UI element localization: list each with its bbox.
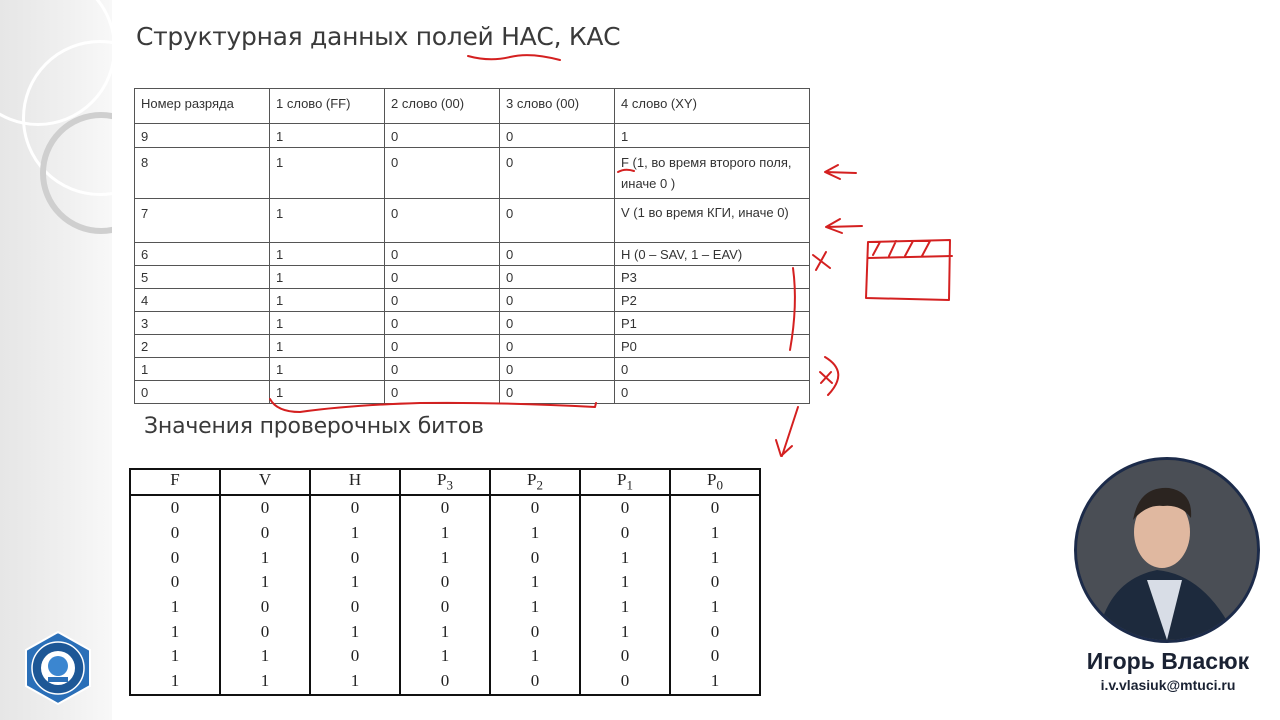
table-cell: 1	[580, 545, 670, 570]
table-cell: 0	[500, 148, 615, 199]
table-header-row	[130, 469, 760, 495]
table-cell: 1	[270, 381, 385, 404]
table-row	[135, 199, 810, 243]
table-cell: 0	[400, 595, 490, 620]
check-bits-table-body	[130, 495, 760, 695]
table-cell: 0	[500, 243, 615, 266]
table-row	[130, 619, 760, 644]
table-row	[135, 124, 810, 148]
table-row	[135, 335, 810, 358]
table-row	[135, 266, 810, 289]
table-cell: 0	[490, 669, 580, 695]
table-cell: 0	[670, 495, 760, 521]
table-cell: 0	[670, 644, 760, 669]
table-cell: 0	[220, 521, 310, 546]
table-cell: 1	[310, 619, 400, 644]
table-cell: 0	[670, 619, 760, 644]
table-cell: 0	[580, 669, 670, 695]
table-cell: 1	[270, 289, 385, 312]
table-row	[130, 495, 760, 521]
column-header: $P_2$	[490, 469, 580, 495]
table-row	[135, 243, 810, 266]
table-cell: F (1, во время второго поля, иначе 0 )	[615, 148, 810, 199]
column-header: $P_3$	[400, 469, 490, 495]
table-row	[130, 545, 760, 570]
table-cell: 0	[385, 148, 500, 199]
table-cell: 1	[310, 521, 400, 546]
table-cell: 1	[135, 358, 270, 381]
table-cell: 0	[220, 619, 310, 644]
table-cell: 0	[385, 266, 500, 289]
table-row	[130, 644, 760, 669]
table-row	[135, 312, 810, 335]
table-cell: 0	[500, 381, 615, 404]
table-cell: 0	[220, 495, 310, 521]
table-cell: 1	[220, 669, 310, 695]
table-cell: 1	[220, 570, 310, 595]
table-cell: 0	[490, 495, 580, 521]
section-subtitle: Значения проверочных битов	[144, 414, 484, 439]
table-cell: 1	[170, 671, 180, 691]
table-cell: 0	[170, 523, 180, 543]
table-cell: 0	[310, 495, 400, 521]
table-cell: 0	[400, 570, 490, 595]
table-cell: 1	[400, 545, 490, 570]
table-cell: V (1 во время КГИ, иначе 0)	[615, 199, 810, 243]
table-cell: 0	[135, 381, 270, 404]
table-cell: P3	[615, 266, 810, 289]
table-cell: P0	[615, 335, 810, 358]
table-row	[130, 570, 760, 595]
check-bits-table	[129, 468, 761, 696]
table-cell: 0	[385, 358, 500, 381]
table-cell: 1	[615, 124, 810, 148]
table-cell: 1	[580, 619, 670, 644]
column-header: 2 слово (00)	[385, 89, 500, 124]
table-cell: 1	[270, 199, 385, 243]
table-cell: 1	[270, 124, 385, 148]
table-cell: 1	[490, 644, 580, 669]
table-cell: 6	[135, 243, 270, 266]
table-cell: 0	[500, 312, 615, 335]
table-cell: H (0 – SAV, 1 – EAV)	[615, 243, 810, 266]
table-cell: 1	[270, 148, 385, 199]
table-cell: 0	[500, 199, 615, 243]
table-cell: 0	[385, 124, 500, 148]
slide-title: Структурная данных полей НАС, КАС	[136, 22, 621, 51]
table-cell: 0	[490, 619, 580, 644]
table-cell: 0	[490, 545, 580, 570]
table-cell: 1	[670, 545, 760, 570]
table-cell: 1	[580, 570, 670, 595]
table-cell: 0	[615, 381, 810, 404]
table-cell: P1	[615, 312, 810, 335]
table-cell: 0	[385, 381, 500, 404]
table-row	[135, 148, 810, 199]
table-cell: 9	[135, 124, 270, 148]
presenter-name: Игорь Власюк	[1086, 648, 1250, 674]
column-header: $P_0$	[670, 469, 760, 495]
column-header: 4 слово (XY)	[615, 89, 810, 124]
table-cell: 0	[385, 243, 500, 266]
table-cell: 0	[385, 199, 500, 243]
table-cell: 1	[270, 335, 385, 358]
cross-mark	[813, 252, 830, 270]
table-cell: 2	[135, 335, 270, 358]
column-header: Номер разряда	[135, 89, 270, 124]
column-header: 3 слово (00)	[500, 89, 615, 124]
column-header: H	[310, 469, 400, 495]
table-cell: 0	[500, 289, 615, 312]
table-cell: 0	[580, 521, 670, 546]
table-cell: 0	[500, 358, 615, 381]
table-cell: 1	[670, 595, 760, 620]
table-cell: 1	[170, 646, 180, 666]
table-cell: 0	[310, 595, 400, 620]
table-cell: 1	[400, 644, 490, 669]
table-cell: 8	[135, 148, 270, 199]
box-sketch	[866, 240, 952, 300]
column-header: F	[130, 469, 220, 495]
table-cell: 0	[170, 547, 180, 567]
table-cell: 0	[310, 545, 400, 570]
arrow-mark	[825, 165, 856, 179]
bracket-mark	[825, 357, 838, 395]
table-cell: 0	[500, 124, 615, 148]
table-cell: 1	[490, 521, 580, 546]
table-cell: 1	[310, 570, 400, 595]
university-logo-icon	[20, 630, 96, 706]
table-cell: 0	[670, 570, 760, 595]
table-cell: 0	[310, 644, 400, 669]
table-row	[135, 358, 810, 381]
title-underline-mark	[468, 55, 560, 60]
table-cell: 1	[270, 266, 385, 289]
table-cell: 0	[220, 595, 310, 620]
table-cell: 4	[135, 289, 270, 312]
table-cell: 0	[400, 669, 490, 695]
table-cell: 1	[220, 644, 310, 669]
table-header-row	[135, 89, 810, 124]
table-cell: P2	[615, 289, 810, 312]
presenter-video-icon	[1077, 460, 1257, 640]
column-header: 1 слово (FF)	[270, 89, 385, 124]
table-cell: 1	[400, 619, 490, 644]
table-cell: 1	[310, 669, 400, 695]
table-cell: 1	[490, 595, 580, 620]
table-cell: 0	[170, 572, 180, 592]
table-cell: 1	[270, 312, 385, 335]
table-cell: 0	[385, 289, 500, 312]
table-cell: 0	[385, 312, 500, 335]
table-cell: 1	[670, 669, 760, 695]
slide-decoration	[0, 0, 112, 720]
table-cell: 3	[135, 312, 270, 335]
table-cell: 1	[270, 243, 385, 266]
column-header: $P_1$	[580, 469, 670, 495]
table-cell: 1	[270, 358, 385, 381]
table-cell: 1	[400, 521, 490, 546]
column-header: V	[220, 469, 310, 495]
table-cell: 1	[170, 597, 180, 617]
table-cell: 0	[580, 495, 670, 521]
table-cell: 0	[615, 358, 810, 381]
table-row	[130, 521, 760, 546]
table-cell: 0	[500, 335, 615, 358]
table-cell: 1	[490, 570, 580, 595]
table-row	[130, 669, 760, 695]
table-cell: 0	[580, 644, 670, 669]
table-row	[130, 595, 760, 620]
table-cell: 5	[135, 266, 270, 289]
table-cell: 0	[170, 498, 180, 518]
table-cell: 0	[385, 335, 500, 358]
data-fields-structure-table	[134, 88, 810, 404]
table-cell: 7	[135, 199, 270, 243]
presenter-webcam	[1074, 457, 1260, 643]
presenter-email: i.v.vlasiuk@mtuci.ru	[1100, 677, 1236, 693]
table-cell: 0	[500, 266, 615, 289]
table-cell: 1	[580, 595, 670, 620]
cross-mark	[820, 372, 832, 383]
table-row	[135, 381, 810, 404]
arrow-mark	[826, 219, 862, 233]
table-cell: 1	[170, 621, 180, 641]
table-cell: 0	[400, 495, 490, 521]
arrow-mark	[776, 407, 798, 456]
table-cell: 1	[670, 521, 760, 546]
table-cell: 1	[220, 545, 310, 570]
table-row	[135, 289, 810, 312]
